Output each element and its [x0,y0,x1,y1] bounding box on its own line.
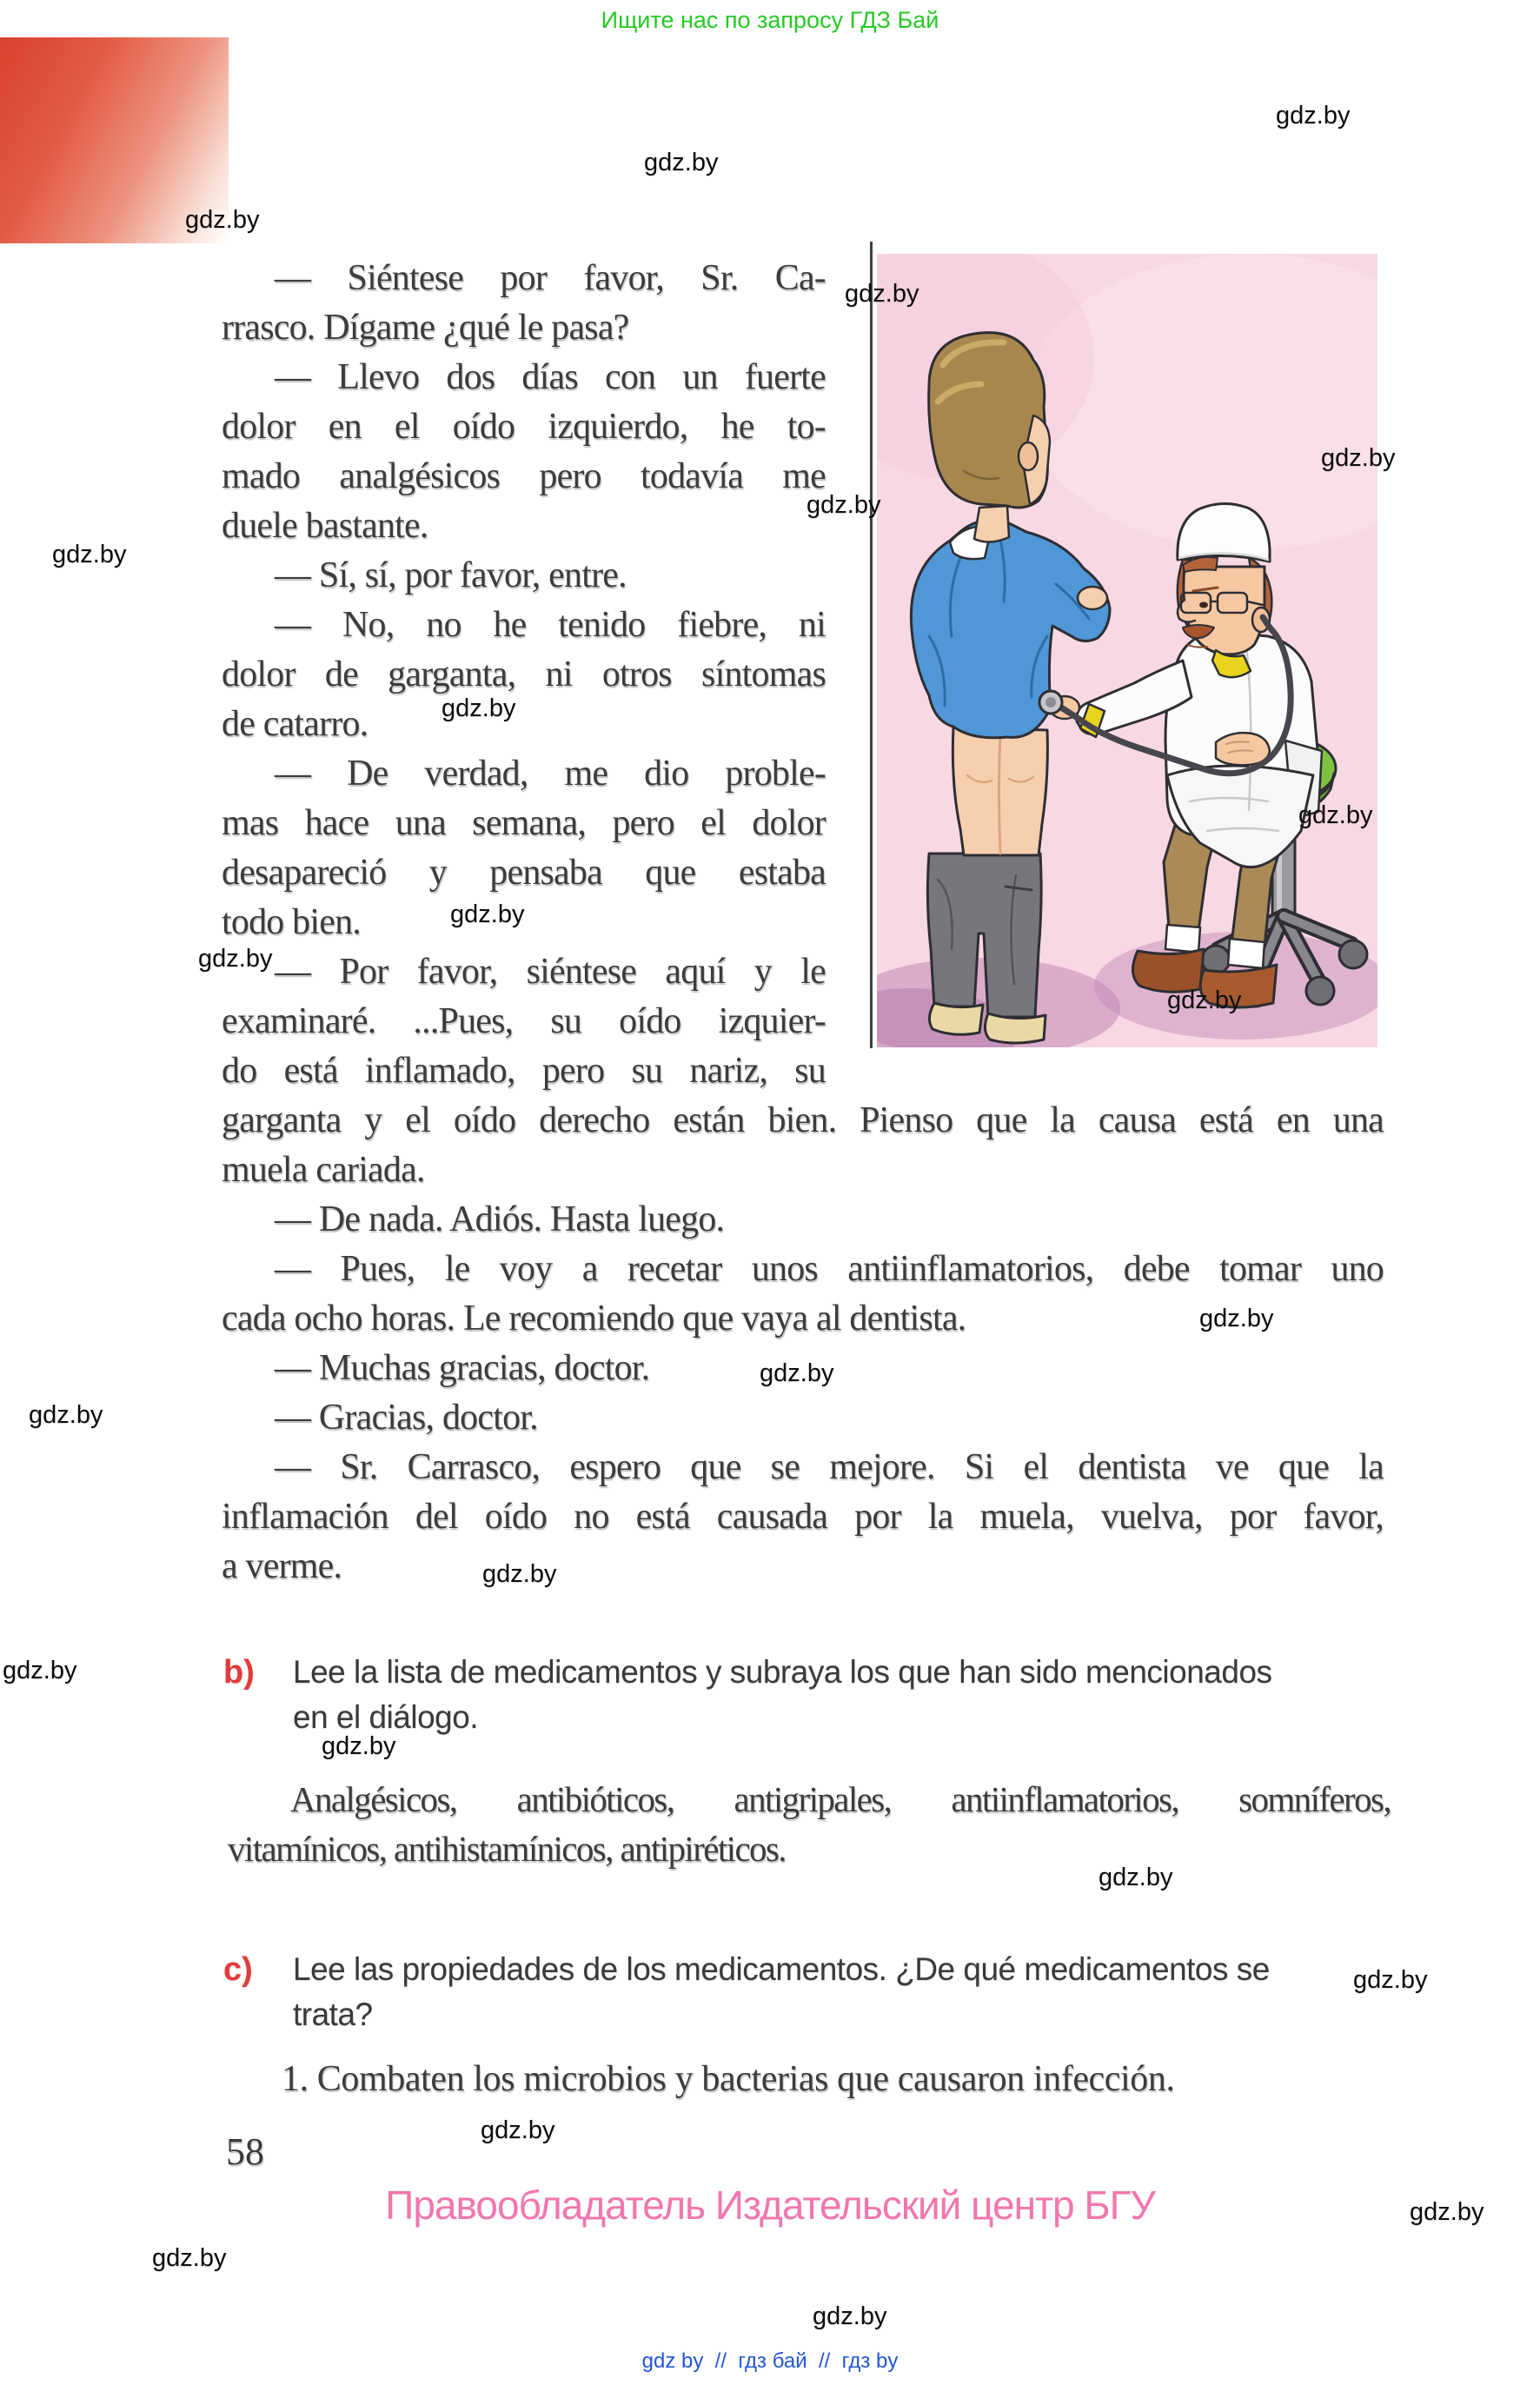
exercise-b-text [293,1650,1395,1740]
dialogue-line: desapareció y pensaba que estaba [222,853,826,893]
footer-links: gdz by // гдз бай // гдз by [641,2349,899,2373]
gdz-watermark: gdz.by [152,2244,227,2272]
dialogue-line: — De nada. Adiós. Hasta luego. [275,1199,725,1239]
dialogue-line: — Gracias, doctor. [275,1398,538,1438]
dialogue-line: inflamación del oído no está causada por la muela, vuelva, por favor, [222,1497,1384,1537]
dialogue-line: — De verdad, me dio proble- [275,754,826,794]
exercise-c-text [293,1947,1395,2037]
gdz-watermark: gdz.by [3,1657,77,1684]
medication-list [228,1775,1391,1874]
gdz-watermark: gdz.by [1298,801,1373,829]
gdz-watermark: gdz.by [450,900,525,928]
top-banner-text: Ищите нас по запросу ГДЗ Бай [601,7,939,33]
gdz-watermark: gdz.by [198,945,273,973]
medication-list-line2: vitamínicos, antihistamínicos, antipiréticos. [228,1829,786,1869]
gdz-watermark: gdz.by [644,149,719,176]
dialogue-line: muela cariada. [222,1150,425,1190]
gdz-watermark: gdz.by [322,1732,396,1760]
property-item-1: 1. Combaten los microbios y bacterias que causaron infección. [282,2059,1175,2099]
dialogue-line: — Sr. Carrasco, espero que se mejore. Si el dentista ve que la [275,1447,1384,1487]
gdz-watermark: gdz.by [845,280,919,308]
dialogue-line: duele bastante. [222,506,428,546]
dialogue-line: — Por favor, siéntese aquí y le [275,952,826,992]
gdz-watermark: gdz.by [1410,2198,1484,2226]
copyright-line: Правообладатель Издательский центр БГУ [385,2182,1155,2228]
dialogue-line: a verme. [222,1546,342,1586]
dialogue-line: — Muchas gracias, doctor. [275,1348,650,1388]
gdz-watermark: gdz.by [807,491,881,519]
dialogue-line: de catarro. [222,704,368,744]
exercise-b-line2: en el diálogo. [293,1699,479,1735]
gdz-watermark: gdz.by [29,1401,103,1429]
gdz-watermark: gdz.by [1276,102,1351,130]
gdz-watermark: gdz.by [760,1359,834,1387]
gdz-watermark: gdz.by [1099,1863,1173,1891]
dialogue-line: dolor de garganta, ni otros síntomas [222,654,826,694]
gdz-watermark: gdz.by [482,1560,557,1588]
dialogue-block [222,254,1384,1591]
dialogue-line: garganta y el oído derecho están bien. Pienso que la causa está en una [222,1100,1384,1140]
gdz-watermark: gdz.by [1199,1305,1274,1332]
dialogue-line: — Sí, sí, por favor, entre. [275,555,627,595]
dialogue-line: mado analgésicos pero todavía me [222,456,826,496]
gdz-watermark: gdz.by [441,694,516,722]
page-number: 58 [226,2130,264,2173]
dialogue-line: — Llevo dos días con un fuerte [275,357,826,397]
exercise-c-line1: Lee las propiedades de los medicamentos. ¿De qué medicamentos se [293,1951,1270,1987]
dialogue-line: cada ocho horas. Le recomiendo que vaya al dentista. [222,1299,966,1339]
exercise-b-line1: Lee la lista de medicamentos y subraya los que han sido mencionados [293,1654,1272,1690]
gdz-watermark: gdz.by [813,2302,887,2330]
dialogue-line: mas hace una semana, pero el dolor [222,803,826,843]
gdz-watermark: gdz.by [185,206,260,234]
dialogue-line: rrasco. Dígame ¿qué le pasa? [222,308,629,348]
gdz-watermark: gdz.by [1167,987,1242,1014]
gdz-watermark: gdz.by [481,2116,555,2144]
gdz-watermark: gdz.by [52,541,127,568]
dialogue-line: do está inflamado, pero su nariz, su [222,1051,826,1091]
dialogue-line: todo bien. [222,902,361,942]
exercise-b-label: b) [223,1654,255,1691]
dialogue-line: — Pues, le voy a recetar unos antiinflamatorios, debe tomar uno [275,1249,1384,1289]
gdz-watermark: gdz.by [1353,1966,1428,1994]
exercise-c-line2: trata? [293,1996,373,2032]
gdz-watermark: gdz.by [1321,444,1396,472]
dialogue-line: — Siéntese por favor, Sr. Ca- [275,258,826,298]
dialogue-line: dolor en el oído izquierdo, he to- [222,407,826,447]
dialogue-line: — No, no he tenido fiebre, ni [275,605,826,645]
illustration-left-rule [870,242,873,1048]
medication-list-line1: Analgésicos, antibióticos, antigripales, antiinflamatorios, somníferos, [290,1779,1391,1819]
exercise-c-label: c) [223,1951,253,1988]
dialogue-line: examinaré. ...Pues, su oído izquier- [222,1001,826,1041]
